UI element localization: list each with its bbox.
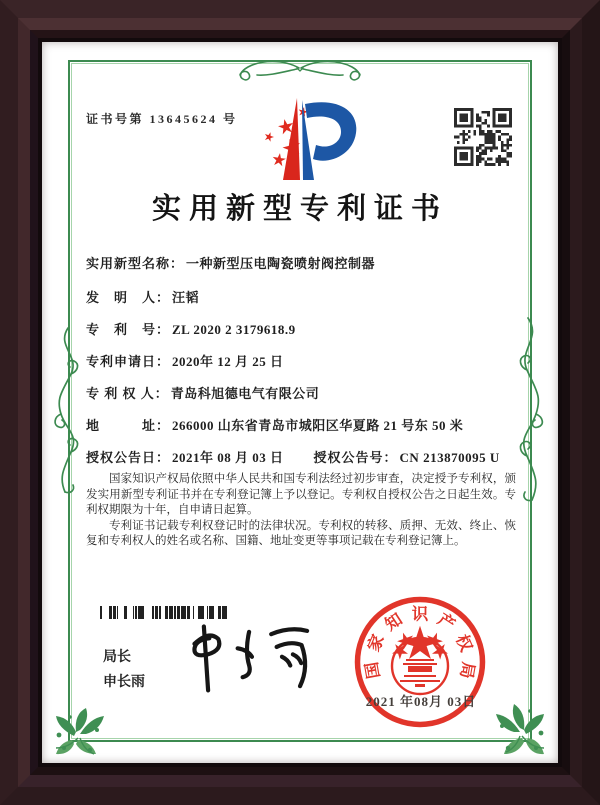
seal-char: 识 bbox=[411, 604, 429, 624]
bottom-right-floral-ornament bbox=[492, 702, 550, 760]
seal-char: 局 bbox=[456, 660, 479, 681]
cnipa-seal bbox=[350, 592, 490, 732]
legal-paragraph-2: 专利证书记载专利权登记时的法律状况。专利权的转移、质押、无效、终止、恢复和专利权人的姓名或名称、国籍、地址变更等事项记载在专利登记簿上。 bbox=[86, 519, 516, 547]
seal-char: 权 bbox=[452, 631, 477, 655]
field-value: 汪韬 bbox=[172, 290, 200, 305]
seal-char: 知 bbox=[381, 609, 406, 635]
field-row-name bbox=[86, 253, 516, 272]
top-flourish-ornament bbox=[233, 58, 367, 84]
field-label: 地 址： bbox=[86, 418, 171, 433]
right-vine-ornament bbox=[512, 316, 546, 504]
field-label: 实用新型名称： bbox=[86, 256, 185, 271]
field-value: 266000 山东省青岛市城阳区华夏路 21 号东 50 米 bbox=[172, 418, 464, 433]
field-value: CN 213870095 U bbox=[399, 450, 500, 465]
certificate-title: 实用新型专利证书 bbox=[151, 193, 448, 225]
field-row-address bbox=[86, 415, 516, 434]
field-label: 专 利 权 人： bbox=[86, 386, 169, 401]
left-vine-ornament bbox=[52, 326, 84, 498]
field-row-patent-no bbox=[86, 319, 516, 338]
seal-date: 2021 年08月 03日 bbox=[365, 694, 477, 709]
legal-paragraph-1: 国家知识产权局依照中华人民共和国专利法经过初步审查，决定授予专利权，颁发实用新型专利证书并在专利登记簿上予以登记。专利权自授权公告之日起生效。专利权期限为十年，自申请日起算。 bbox=[86, 473, 516, 516]
certificate-number: 证书号第 13645624 号 bbox=[86, 112, 238, 126]
seal-char: 家 bbox=[363, 631, 388, 655]
seal-char: 产 bbox=[434, 609, 459, 635]
officer-block bbox=[103, 644, 145, 694]
field-label: 专 利 号： bbox=[86, 322, 171, 337]
bottom-left-floral-ornament bbox=[50, 708, 108, 760]
field-value: 2020年 12 月 25 日 bbox=[172, 354, 284, 369]
barcode bbox=[100, 606, 240, 619]
field-label: 授权公告日： bbox=[86, 450, 171, 465]
field-row-patentee bbox=[86, 383, 516, 402]
field-row-grant bbox=[86, 447, 516, 466]
officer-name: 申长雨 bbox=[103, 673, 145, 689]
field-row-filing-date bbox=[86, 351, 516, 370]
qr-code bbox=[454, 108, 512, 166]
seal-national-emblem bbox=[392, 637, 448, 694]
cnipa-logo-icon bbox=[256, 92, 366, 186]
field-label: 专利申请日： bbox=[86, 354, 171, 369]
field-label: 授权公告号： bbox=[313, 450, 398, 465]
field-value: ZL 2020 2 3179618.9 bbox=[172, 322, 296, 337]
field-row-inventor bbox=[86, 287, 516, 306]
legal-text bbox=[86, 472, 516, 550]
field-value: 一种新型压电陶瓷喷射阀控制器 bbox=[186, 256, 376, 271]
field-value: 青岛科旭德电气有限公司 bbox=[170, 386, 320, 401]
field-label: 发 明 人： bbox=[86, 290, 171, 305]
officer-title: 局长 bbox=[103, 648, 131, 664]
seal-char: 国 bbox=[361, 660, 384, 681]
field-value: 2021年 08 月 03 日 bbox=[172, 450, 284, 465]
signature-shen-changyu bbox=[177, 616, 318, 701]
